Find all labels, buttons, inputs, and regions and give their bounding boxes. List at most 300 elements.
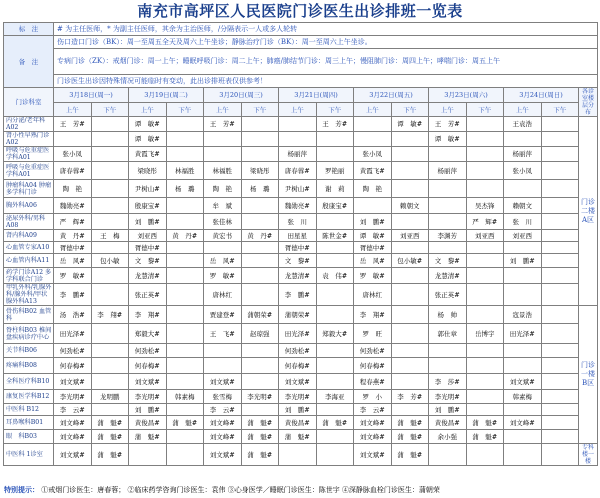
- schedule-cell: 刘 鹏#: [279, 404, 317, 416]
- schedule-cell: 刘文峰#: [204, 416, 242, 430]
- schedule-cell: 胥德中#: [354, 242, 392, 254]
- schedule-cell: [166, 444, 204, 466]
- schedule-cell: [541, 117, 579, 132]
- table-row: [4, 268, 598, 284]
- schedule-cell: [391, 268, 429, 284]
- header-day-4: 3月21日(周四): [279, 88, 354, 103]
- dept-name: 胸外科A06: [4, 198, 54, 214]
- header-pm-day-7: 下午: [541, 103, 579, 117]
- schedule-cell: 韩素梅: [166, 390, 204, 404]
- schedule-cell: 罗艳丽: [316, 162, 354, 180]
- schedule-cell: [391, 358, 429, 374]
- notes-row-2: [4, 49, 598, 75]
- schedule-cell: 罗 敏#: [204, 268, 242, 284]
- schedule-cell: [429, 358, 467, 374]
- schedule-cell: [429, 198, 467, 214]
- schedule-cell: [91, 374, 129, 390]
- schedule-cell: 林福胜: [204, 162, 242, 180]
- schedule-cell: 蒲 魁#: [91, 416, 129, 430]
- schedule-cell: 刘亚西: [466, 230, 504, 242]
- schedule-cell: 蒲 魁#: [241, 444, 279, 466]
- schedule-cell: [541, 344, 579, 358]
- schedule-cell: [204, 132, 242, 147]
- header-day-3: 3月20日(周三): [204, 88, 279, 103]
- schedule-cell: 蒲 魁#: [279, 430, 317, 444]
- schedule-cell: [91, 180, 129, 198]
- header-pm-day-6: 下午: [466, 103, 504, 117]
- schedule-cell: [241, 344, 279, 358]
- schedule-cell: 杨 帅: [429, 306, 467, 324]
- schedule-cell: 刘 鹏#: [354, 214, 392, 230]
- schedule-cell: 黄霞飞#: [129, 147, 167, 162]
- table-row: [4, 306, 598, 324]
- schedule-cell: 王 梅: [91, 230, 129, 242]
- dept-name: 脊柱科B03 椎间盘疾病诊疗中心: [4, 324, 54, 344]
- schedule-cell: 谭 敏#: [354, 230, 392, 242]
- schedule-cell: [391, 306, 429, 324]
- schedule-cell: [504, 344, 542, 358]
- schedule-cell: [166, 306, 204, 324]
- schedule-cell: [541, 242, 579, 254]
- schedule-cell: 贾建登#: [204, 306, 242, 324]
- schedule-cell: [166, 147, 204, 162]
- schedule-cell: 蒲 魁#: [466, 416, 504, 430]
- schedule-cell: [541, 284, 579, 306]
- header-pm-day-1: 下午: [91, 103, 129, 117]
- schedule-cell: 杨丽萍: [279, 147, 317, 162]
- schedule-cell: 寇景浩: [504, 306, 542, 324]
- dept-name: 耳鼻喉科B01: [4, 416, 54, 430]
- schedule-cell: [91, 344, 129, 358]
- dept-name: 甲乳外科/乳腺外科/腺外科/甲状腺外科A13: [4, 284, 54, 306]
- footer-note: [4, 485, 440, 495]
- schedule-cell: [166, 268, 204, 284]
- schedule-cell: 刘文斌#: [204, 444, 242, 466]
- schedule-cell: 龙慧清#: [279, 268, 317, 284]
- schedule-cell: [541, 214, 579, 230]
- schedule-cell: 龙明鹏: [91, 390, 129, 404]
- schedule-cell: [91, 242, 129, 254]
- schedule-cell: [241, 132, 279, 147]
- schedule-cell: [391, 374, 429, 390]
- schedule-cell: 刘文斌#: [504, 374, 542, 390]
- schedule-cell: 杨丽萍: [429, 162, 467, 180]
- schedule-cell: [391, 242, 429, 254]
- schedule-cell: 蒲 魁#: [391, 444, 429, 466]
- schedule-cell: 王 芳#: [54, 117, 92, 132]
- schedule-cell: [166, 358, 204, 374]
- schedule-cell: [91, 268, 129, 284]
- schedule-cell: 黄俊昌#: [279, 416, 317, 430]
- schedule-cell: 王 芳#: [429, 117, 467, 132]
- schedule-cell: 唐林红: [204, 284, 242, 306]
- schedule-cell: [91, 324, 129, 344]
- table-row: [4, 284, 598, 306]
- schedule-cell: 李海亚: [316, 390, 354, 404]
- schedule-cell: 刘 鹏#: [129, 214, 167, 230]
- schedule-cell: [541, 324, 579, 344]
- schedule-cell: [429, 214, 467, 230]
- schedule-cell: 蒲 魁#: [391, 416, 429, 430]
- schedule-cell: 蒲 魁#: [91, 444, 129, 466]
- footer-label: 特别提示：: [4, 485, 39, 494]
- schedule-cell: 刘文峰#: [204, 430, 242, 444]
- notes-line-2: 专病门诊（ZK）：戒烟门诊：周一上午；睡眠呼吸门诊：周二上午；肺癌/肺结节门诊：周三上午；慢阻肺门诊：周四上午；哮喘门诊：周五上午: [54, 49, 598, 75]
- header-am-day-5: 上午: [354, 103, 392, 117]
- schedule-cell: 殷康宝#: [129, 198, 167, 214]
- header-day-5: 3月22日(周五): [354, 88, 429, 103]
- schedule-cell: 岳博宇: [466, 324, 504, 344]
- schedule-cell: [316, 430, 354, 444]
- schedule-cell: 李 云#: [354, 404, 392, 416]
- dept-name: 心血管专家A10: [4, 242, 54, 254]
- schedule-cell: 蒲朝荣#: [241, 306, 279, 324]
- dept-name: 关节科B06: [4, 344, 54, 358]
- schedule-cell: 李光明#: [129, 390, 167, 404]
- schedule-cell: 张小凤: [504, 162, 542, 180]
- schedule-cell: 刘文峰#: [354, 430, 392, 444]
- dept-name: 药学门诊A12 多学科联合门诊: [4, 268, 54, 284]
- schedule-cell: 罗 敏#: [354, 268, 392, 284]
- schedule-cell: 文 黎#: [429, 254, 467, 268]
- schedule-cell: 刘文斌#: [129, 374, 167, 390]
- table-row: [4, 416, 598, 430]
- schedule-cell: [541, 230, 579, 242]
- header-pm-day-3: 下午: [241, 103, 279, 117]
- location-b: 门诊一楼B区: [579, 306, 598, 444]
- dept-name: 中医科 1诊室: [4, 444, 54, 466]
- schedule-cell: [166, 284, 204, 306]
- schedule-cell: [541, 416, 579, 430]
- table-row: [4, 214, 598, 230]
- schedule-cell: [354, 117, 392, 132]
- table-row: [4, 132, 598, 147]
- table-row: [4, 344, 598, 358]
- schedule-cell: [504, 180, 542, 198]
- schedule-cell: 李渊芳: [429, 230, 467, 242]
- schedule-cell: [241, 404, 279, 416]
- schedule-cell: 王袁浩: [504, 117, 542, 132]
- header-day-7: 3月24日(周日): [504, 88, 579, 103]
- schedule-cell: 刘亚西: [391, 230, 429, 242]
- schedule-cell: 刘 鹏#: [504, 254, 542, 268]
- schedule-cell: [204, 358, 242, 374]
- schedule-cell: [429, 147, 467, 162]
- table-row: [4, 198, 598, 214]
- schedule-cell: 李光明#: [279, 390, 317, 404]
- schedule-cell: [541, 404, 579, 416]
- schedule-cell: 尹树山#: [129, 180, 167, 198]
- schedule-cell: 张 川: [279, 214, 317, 230]
- schedule-cell: 李 云#: [54, 404, 92, 416]
- dept-name: 呼吸与危重症医学科A01: [4, 162, 54, 180]
- schedule-cell: [316, 284, 354, 306]
- notes-line-1: 伤口造口门诊（BK）：周一至周五全天及周六上午坐诊；静脉治疗门诊（BK）：周一至周六上午坐诊。: [54, 36, 598, 49]
- schedule-cell: 黄 丹#: [54, 230, 92, 242]
- schedule-cell: [166, 430, 204, 444]
- schedule-cell: 谭 敏#: [391, 117, 429, 132]
- schedule-cell: 何劲松#: [354, 344, 392, 358]
- schedule-cell: [429, 444, 467, 466]
- schedule-cell: 罗 小: [354, 390, 392, 404]
- dept-name: 泌尿外科/男科A08: [4, 214, 54, 230]
- schedule-cell: [91, 132, 129, 147]
- schedule-cell: 刘文峰#: [354, 416, 392, 430]
- footer-item-1: ①戒烟门诊医生：唐春蓉；: [41, 486, 126, 494]
- schedule-cell: 何劲松#: [279, 344, 317, 358]
- schedule-cell: 何劲松#: [129, 344, 167, 358]
- schedule-cell: [504, 358, 542, 374]
- header-row-halves: [4, 103, 598, 117]
- dept-name: 肾内科A09: [4, 230, 54, 242]
- schedule-cell: 蒲 魁#: [241, 430, 279, 444]
- schedule-cell: 李 翔#: [129, 306, 167, 324]
- schedule-cell: [466, 162, 504, 180]
- schedule-cell: [166, 198, 204, 214]
- notes-label: 备 注: [4, 36, 54, 88]
- schedule-cell: 严 辉#: [54, 214, 92, 230]
- schedule-cell: 刘 鹏#: [129, 404, 167, 416]
- schedule-cell: [429, 242, 467, 254]
- header-location: 各诊室楼层分布: [579, 88, 598, 117]
- schedule-cell: [466, 390, 504, 404]
- schedule-cell: 黄 丹#: [241, 230, 279, 242]
- schedule-cell: 赖朝文: [391, 198, 429, 214]
- schedule-cell: 梁晓彤: [129, 162, 167, 180]
- schedule-cell: 蒲朝荣#: [279, 306, 317, 324]
- schedule-cell: [466, 180, 504, 198]
- schedule-cell: [204, 344, 242, 358]
- schedule-cell: [91, 284, 129, 306]
- schedule-cell: [204, 147, 242, 162]
- dept-name: 疼痛科B08: [4, 358, 54, 374]
- header-am-day-1: 上午: [54, 103, 92, 117]
- schedule-cell: 李 翔#: [91, 306, 129, 324]
- schedule-cell: [391, 162, 429, 180]
- schedule-cell: 陶 艳: [354, 180, 392, 198]
- schedule-cell: 刘文峰#: [54, 430, 92, 444]
- schedule-cell: [541, 444, 579, 466]
- schedule-cell: 张 川: [504, 214, 542, 230]
- schedule-cell: 唐春蓉#: [54, 162, 92, 180]
- legend-label: 标 注: [4, 23, 54, 36]
- schedule-cell: [166, 117, 204, 132]
- schedule-cell: 郑毅大#: [316, 324, 354, 344]
- schedule-cell: [241, 147, 279, 162]
- table-row: [4, 390, 598, 404]
- schedule-cell: [91, 162, 129, 180]
- schedule-cell: [541, 268, 579, 284]
- schedule-cell: 杨 璐: [166, 180, 204, 198]
- schedule-cell: [166, 254, 204, 268]
- schedule-cell: [391, 404, 429, 416]
- schedule-cell: 岳 风#: [204, 254, 242, 268]
- schedule-cell: [429, 344, 467, 358]
- schedule-cell: 何春梅#: [354, 358, 392, 374]
- schedule-cell: [166, 242, 204, 254]
- schedule-cell: [279, 132, 317, 147]
- schedule-cell: [316, 374, 354, 390]
- table-row: [4, 444, 598, 466]
- header-am-day-2: 上午: [129, 103, 167, 117]
- schedule-cell: 余小强: [429, 430, 467, 444]
- schedule-cell: [241, 214, 279, 230]
- schedule-cell: 唐春蓉#: [279, 162, 317, 180]
- schedule-cell: 田光泽#: [279, 324, 317, 344]
- schedule-cell: [541, 254, 579, 268]
- schedule-cell: 刘文斌#: [54, 374, 92, 390]
- table-row: [4, 324, 598, 344]
- schedule-cell: [91, 198, 129, 214]
- table-row: [4, 254, 598, 268]
- schedule-cell: [91, 117, 129, 132]
- schedule-cell: 张佳林: [204, 214, 242, 230]
- dept-name: 肾小性早熟门诊A02: [4, 132, 54, 147]
- schedule-cell: [241, 254, 279, 268]
- schedule-cell: [541, 162, 579, 180]
- schedule-cell: 李光明#: [241, 390, 279, 404]
- schedule-cell: 王 芳#: [204, 117, 242, 132]
- schedule-cell: [391, 132, 429, 147]
- schedule-cell: 罗 敏#: [54, 268, 92, 284]
- schedule-cell: 田光泽#: [54, 324, 92, 344]
- schedule-cell: 李 鹏#: [279, 284, 317, 306]
- schedule-cell: 刘文斌#: [204, 374, 242, 390]
- schedule-cell: 蒲 魁#: [466, 430, 504, 444]
- header-day-1: 3月18日(周一): [54, 88, 129, 103]
- schedule-cell: 龙慧清#: [429, 268, 467, 284]
- schedule-cell: [504, 268, 542, 284]
- header-pm-day-2: 下午: [166, 103, 204, 117]
- schedule-cell: [504, 284, 542, 306]
- schedule-cell: [241, 117, 279, 132]
- footer-item-4: ④深静脉血栓门诊医生：蒲朝荣: [341, 486, 440, 494]
- location-c: 专科楼一楼: [579, 444, 598, 466]
- schedule-cell: 岳 风#: [54, 254, 92, 268]
- schedule-cell: 何劲松#: [54, 344, 92, 358]
- schedule-cell: 岳 风#: [354, 254, 392, 268]
- schedule-cell: 刘文斌#: [354, 444, 392, 466]
- schedule-cell: [316, 214, 354, 230]
- schedule-cell: 刘文峰#: [504, 416, 542, 430]
- schedule-cell: 王 飞#: [204, 324, 242, 344]
- schedule-cell: 张正英#: [129, 284, 167, 306]
- table-row: [4, 404, 598, 416]
- table-row: [4, 180, 598, 198]
- legend-row: [4, 23, 598, 36]
- schedule-cell: [354, 198, 392, 214]
- table-row: [4, 162, 598, 180]
- schedule-cell: 田星星: [279, 230, 317, 242]
- schedule-cell: 杨 璐: [241, 180, 279, 198]
- schedule-cell: 蒲 魁#: [91, 430, 129, 444]
- schedule-cell: 文 黎#: [279, 254, 317, 268]
- schedule-cell: 李光明#: [429, 390, 467, 404]
- schedule-cell: 蒲 魁#: [316, 416, 354, 430]
- schedule-cell: [466, 404, 504, 416]
- schedule-cell: [241, 358, 279, 374]
- schedule-cell: 刘文斌#: [279, 374, 317, 390]
- dept-name: 内分泌/老年科A02: [4, 117, 54, 132]
- schedule-cell: [316, 254, 354, 268]
- schedule-cell: 郭仕章: [429, 324, 467, 344]
- dept-name: 肿瘤科A04 肿瘤多学科门诊: [4, 180, 54, 198]
- table-row: [4, 147, 598, 162]
- table-row: [4, 374, 598, 390]
- schedule-cell: 刘亚西: [129, 230, 167, 242]
- dept-name: 呼吸与危重症医学科A01: [4, 147, 54, 162]
- notes-row-1: [4, 36, 598, 49]
- schedule-cell: 牟 斌: [204, 198, 242, 214]
- schedule-cell: 包小敏#: [391, 254, 429, 268]
- schedule-cell: 李 翔#: [354, 306, 392, 324]
- schedule-cell: [241, 198, 279, 214]
- footer-item-3: ③心身医学／睡眠门诊医生：陈世宇: [227, 486, 340, 494]
- dept-name: 中医科 B12: [4, 404, 54, 416]
- schedule-cell: 张雪梅: [204, 390, 242, 404]
- schedule-cell: [541, 306, 579, 324]
- dept-name: 康复医学科B12: [4, 390, 54, 404]
- schedule-cell: [241, 268, 279, 284]
- schedule-cell: [391, 284, 429, 306]
- schedule-cell: 赵琼强: [241, 324, 279, 344]
- schedule-cell: [504, 404, 542, 416]
- table-row: [4, 117, 598, 132]
- schedule-cell: 谢 莉: [316, 180, 354, 198]
- schedule-cell: 田光泽#: [504, 324, 542, 344]
- schedule-cell: 刘文峰#: [54, 416, 92, 430]
- schedule-cell: 张小凤: [354, 147, 392, 162]
- schedule-cell: 程春燕#: [354, 374, 392, 390]
- schedule-cell: [316, 358, 354, 374]
- schedule-cell: [466, 444, 504, 466]
- dept-name: 骨伤科B02 血管科: [4, 306, 54, 324]
- schedule-cell: 陈世金#: [316, 230, 354, 242]
- dept-name: 心血管内科A11: [4, 254, 54, 268]
- schedule-cell: [166, 324, 204, 344]
- schedule-cell: [541, 198, 579, 214]
- schedule-cell: 陶 艳: [204, 180, 242, 198]
- schedule-cell: 李 芳#: [391, 390, 429, 404]
- schedule-cell: [466, 132, 504, 147]
- schedule-cell: 蒲 魁#: [241, 416, 279, 430]
- schedule-cell: 梁晓彤: [241, 162, 279, 180]
- schedule-cell: [541, 147, 579, 162]
- schedule-cell: 殷康宝#: [316, 198, 354, 214]
- header-day-6: 3月23日(周六): [429, 88, 504, 103]
- schedule-cell: 袁 伟#: [316, 268, 354, 284]
- schedule-cell: 何春梅#: [54, 358, 92, 374]
- schedule-cell: 尹树山#: [279, 180, 317, 198]
- schedule-cell: 郑毅大#: [129, 324, 167, 344]
- schedule-cell: 唐林红: [354, 284, 392, 306]
- schedule-cell: [466, 147, 504, 162]
- schedule-cell: [391, 147, 429, 162]
- schedule-cell: [316, 242, 354, 254]
- schedule-cell: [504, 242, 542, 254]
- schedule-cell: 蒲 魁#: [166, 416, 204, 430]
- schedule-cell: [466, 242, 504, 254]
- header-pm-day-5: 下午: [391, 103, 429, 117]
- header-day-2: 3月19日(周二): [129, 88, 204, 103]
- table-row: [4, 358, 598, 374]
- notes-row-3: [4, 75, 598, 88]
- schedule-cell: [316, 147, 354, 162]
- schedule-cell: 黄俊昌#: [429, 416, 467, 430]
- schedule-cell: [91, 214, 129, 230]
- header-am-day-3: 上午: [204, 103, 242, 117]
- schedule-cell: 黄俊昌#: [129, 416, 167, 430]
